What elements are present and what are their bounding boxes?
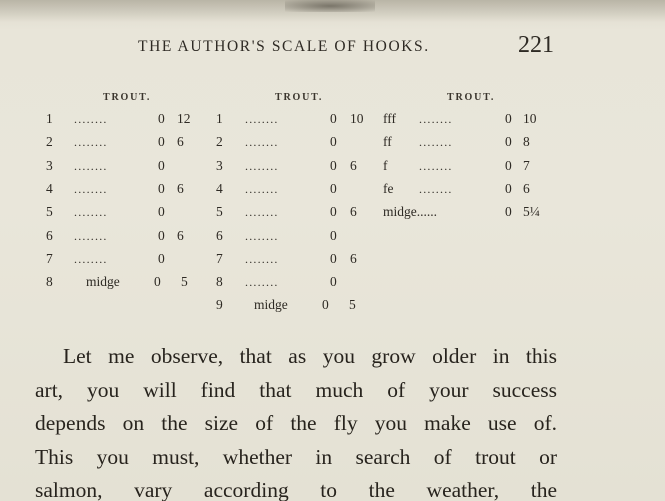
dot-leader: ........ xyxy=(419,158,453,173)
body-text xyxy=(35,340,557,501)
hook-scale-row xyxy=(46,180,221,198)
size-value-b: 5¼ xyxy=(523,204,540,220)
hook-number: 5 xyxy=(216,204,223,220)
dot-leader: ........ xyxy=(74,205,108,220)
hook-number: 2 xyxy=(46,134,53,150)
hook-number: 6 xyxy=(46,227,53,243)
hook-scale-row xyxy=(216,110,391,128)
hook-number: f xyxy=(383,157,388,173)
hook-scale-row xyxy=(46,203,221,221)
dot-leader: ........ xyxy=(245,135,279,150)
hook-scale-row xyxy=(216,203,391,221)
page-number: 221 xyxy=(518,32,554,58)
hook-scale-row xyxy=(216,180,391,198)
hook-scale-row xyxy=(383,110,558,128)
text-line: This you must, whether in search of trout or xyxy=(35,444,557,469)
size-value-a: 0 xyxy=(330,111,337,126)
hook-number: 8 xyxy=(46,274,53,290)
size-value-a: 0 xyxy=(505,180,512,196)
dot-leader: ........ xyxy=(419,112,453,126)
hook-number: 9 xyxy=(216,297,223,313)
dot-leader: ........ xyxy=(74,135,108,150)
size-value-b: 8 xyxy=(523,134,530,150)
hook-scale-row xyxy=(46,157,221,175)
hook-scale-row xyxy=(383,180,558,198)
text-line: Let me observe, that as you grow older in this xyxy=(63,344,557,368)
hook-scale-row xyxy=(383,157,558,175)
dot-leader: ........ xyxy=(74,181,108,196)
hook-number: 3 xyxy=(216,157,223,173)
size-value-b: 6 xyxy=(177,134,184,150)
size-value-a: 0 xyxy=(330,250,337,266)
hook-number: fff xyxy=(383,111,396,126)
size-value-b: 10 xyxy=(350,111,364,126)
hook-number: 4 xyxy=(216,180,223,196)
size-value-a: 0 xyxy=(154,274,161,290)
size-value-a: 0 xyxy=(158,111,165,126)
column-title-1: TROUT. xyxy=(103,92,152,103)
size-value-b: 10 xyxy=(523,111,537,126)
hook-number: 1 xyxy=(216,111,223,126)
hook-number: 7 xyxy=(216,250,223,266)
dot-leader: ........ xyxy=(419,181,453,196)
size-value-b: 6 xyxy=(177,180,184,196)
hook-number: 1 xyxy=(46,111,53,126)
size-value-b: 5 xyxy=(349,297,356,313)
hook-scale-row xyxy=(383,203,558,221)
dot-leader: ........ xyxy=(419,135,453,150)
dot-leader: ........ xyxy=(74,251,108,266)
size-value-b: 5 xyxy=(181,274,188,290)
size-value-a: 0 xyxy=(505,111,512,126)
column-title-2: TROUT. xyxy=(275,92,324,103)
size-value-a: 0 xyxy=(330,180,337,196)
size-value-b: 6 xyxy=(523,180,530,196)
dot-leader: ........ xyxy=(74,228,108,243)
hook-scale-row xyxy=(216,296,391,314)
hook-number: 6 xyxy=(216,227,223,243)
hook-scale-row xyxy=(46,273,221,291)
size-value-a: 0 xyxy=(505,157,512,173)
running-title: THE AUTHOR'S SCALE OF HOOKS. xyxy=(138,38,430,55)
dot-leader: ........ xyxy=(245,112,279,126)
dot-leader: ........ xyxy=(74,158,108,173)
hook-scale-row xyxy=(46,110,221,128)
hook-scale-row xyxy=(216,250,391,268)
dot-leader: ........ xyxy=(74,112,108,126)
size-value-b: 6 xyxy=(177,227,184,243)
size-value-a: 0 xyxy=(158,180,165,196)
dot-leader: ........ xyxy=(245,205,279,220)
size-value-a: 0 xyxy=(158,204,165,220)
hook-scale-row xyxy=(216,227,391,245)
text-line: salmon, vary according to the weather, the xyxy=(35,478,557,501)
size-value-b: 6 xyxy=(350,204,357,220)
dot-leader: ........ xyxy=(245,275,279,290)
hook-number: midge...... xyxy=(383,204,437,220)
hook-scale-row xyxy=(46,227,221,245)
hook-number: ff xyxy=(383,134,392,150)
size-value-b: 6 xyxy=(350,250,357,266)
size-value-a: 0 xyxy=(158,250,165,266)
midge-label: midge xyxy=(86,274,120,290)
size-value-a: 0 xyxy=(158,134,165,150)
hook-number: 7 xyxy=(46,250,53,266)
size-value-a: 0 xyxy=(330,157,337,173)
size-value-b: 12 xyxy=(177,111,191,126)
hook-number: 3 xyxy=(46,157,53,173)
dot-leader: ........ xyxy=(245,181,279,196)
hook-number: 8 xyxy=(216,274,223,290)
column-title-3: TROUT. xyxy=(447,92,496,103)
size-value-a: 0 xyxy=(322,297,329,313)
size-value-a: 0 xyxy=(158,157,165,173)
size-value-a: 0 xyxy=(505,204,512,220)
hook-scale-row xyxy=(46,250,221,268)
dot-leader: ........ xyxy=(245,228,279,243)
hook-scale-row xyxy=(383,133,558,151)
midge-label: midge xyxy=(254,297,288,313)
size-value-b: 7 xyxy=(523,157,530,173)
size-value-a: 0 xyxy=(330,227,337,243)
dot-leader: ........ xyxy=(245,251,279,266)
size-value-a: 0 xyxy=(330,134,337,150)
size-value-a: 0 xyxy=(330,204,337,220)
hook-scale-row xyxy=(216,273,391,291)
hook-number: 2 xyxy=(216,134,223,150)
ink-smudge xyxy=(285,0,375,12)
hook-number: 5 xyxy=(46,204,53,220)
hook-number: 4 xyxy=(46,180,53,196)
size-value-a: 0 xyxy=(505,134,512,150)
hook-scale-row xyxy=(46,133,221,151)
text-line: art, you will find that much of your success xyxy=(35,377,557,402)
text-line: depends on the size of the fly you make use of. xyxy=(35,411,557,435)
size-value-a: 0 xyxy=(158,227,165,243)
hook-number: fe xyxy=(383,180,394,196)
size-value-b: 6 xyxy=(350,157,357,173)
size-value-a: 0 xyxy=(330,274,337,290)
hook-scale-row xyxy=(216,157,391,175)
dot-leader: ........ xyxy=(245,158,279,173)
hook-scale-row xyxy=(216,133,391,151)
